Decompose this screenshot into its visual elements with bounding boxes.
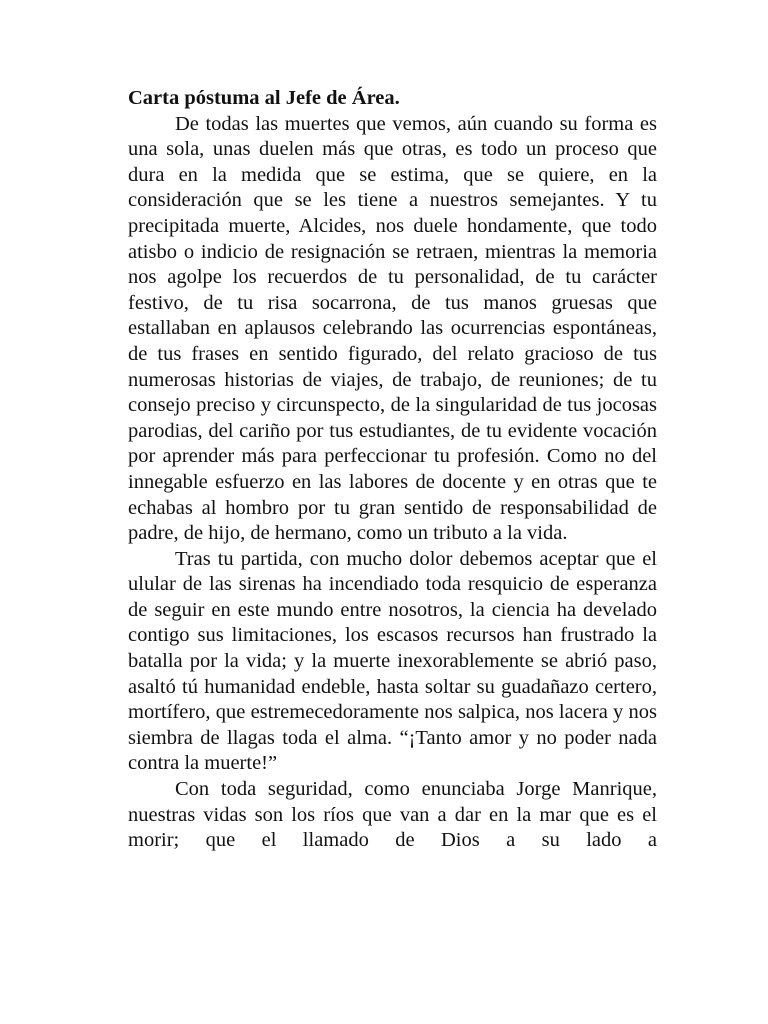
paragraph-1: De todas las muertes que vemos, aún cuando su forma es una sola, unas duelen más que otras, es todo un proceso que dura en la medida que se estima, que se quiere, en la consideración que se les tiene a nuestros semejantes. Y tu precipitada muerte, Alcides, nos duele hondamente, que todo atisbo o indicio de resignación se retraen, mientras la memoria nos agolpe los recuerdos de tu personalidad, de tu carácter festivo, de tu risa socarrona, de tus manos gruesas que estallaban en aplausos celebrando las ocurrencias espontáneas, de tus frases en sentido figurado, del relato gracioso de tus numerosas historias de viajes, de trabajo, de reuniones; de tu consejo preciso y circunspecto, de la singularidad de tus jocosas parodias, del cariño por tus estudiantes, de tu evidente vocación por aprender más para perfeccionar tu profesión. Como no del innegable esfuerzo en las labores de docente y en otras que te echabas al hombro por tu gran sentido de responsabilidad de padre, de hijo, de hermano, como un tributo a la vida. [128, 112, 657, 545]
paragraph-2: Tras tu partida, con mucho dolor debemos aceptar que el ulular de las sirenas ha incendiado toda resquicio de esperanza de seguir en este mundo entre nosotros, la ciencia ha develado contigo sus limitaciones, los escasos recursos han frustrado la batalla por la vida; y la muerte inexorablemente se abrió paso, asaltó tú humanidad endeble, hasta soltar su guadañazo certero, mortífero, que estremecedoramente nos salpica, nos lacera y nos siembra de llagas toda el alma. “¡Tanto amor y no poder nada contra la muerte!” [128, 547, 657, 775]
document-title: Carta póstuma al Jefe de Área. [128, 87, 400, 109]
document-page [128, 86, 657, 854]
paragraph-3: Con toda seguridad, como enunciaba Jorge Manrique, nuestras vidas son los ríos que van a dar en la mar que es el morir; que el llamado de Dios a su lado a [128, 778, 657, 852]
